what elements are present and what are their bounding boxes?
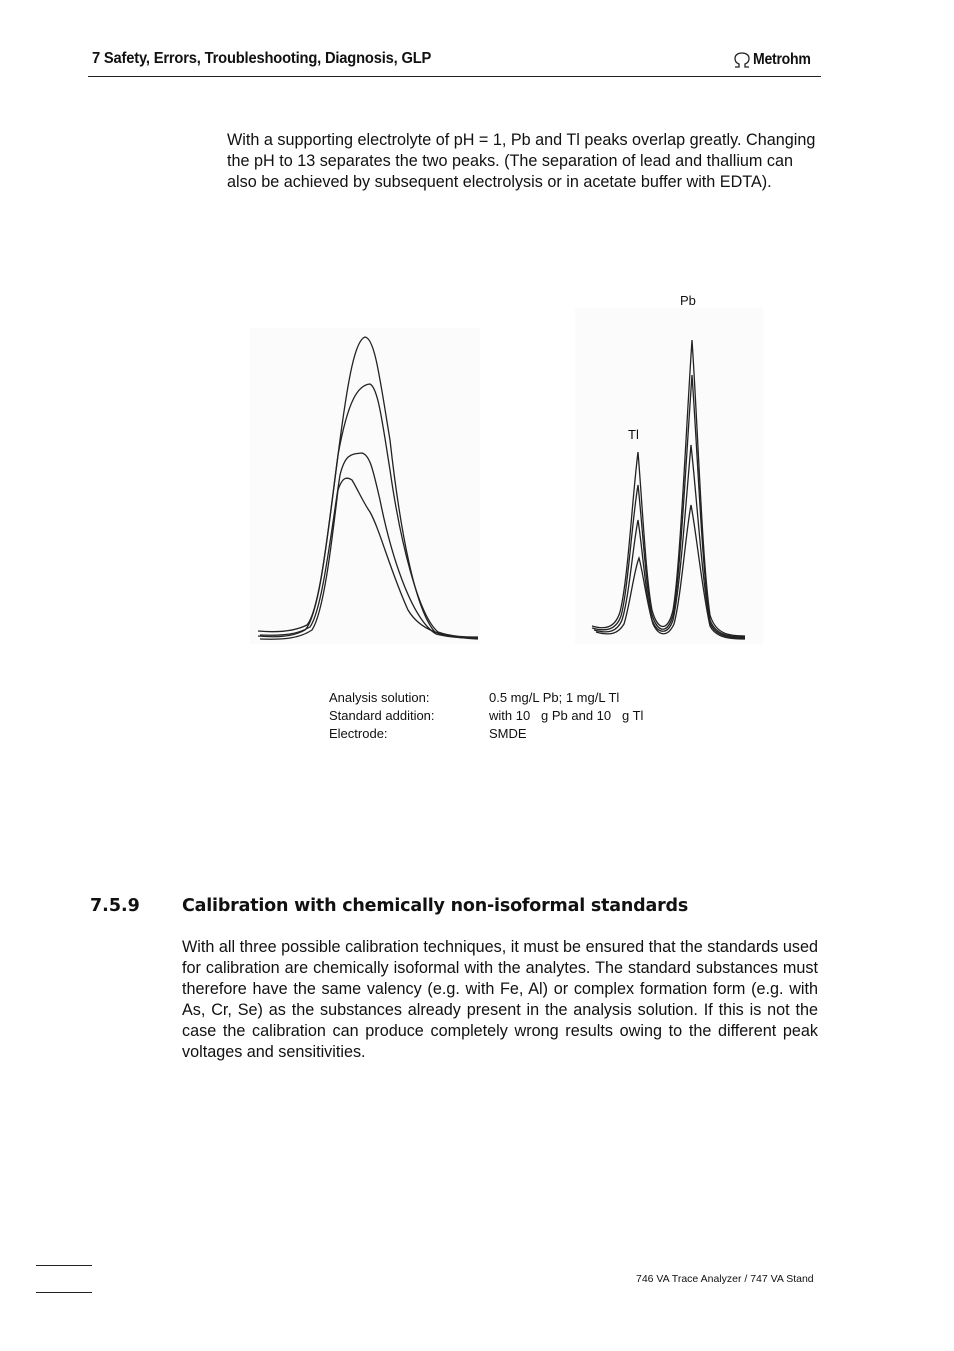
- conditions-row: [329, 689, 643, 707]
- omega-icon: [733, 52, 751, 68]
- footer-text: 746 VA Trace Analyzer / 747 VA Stand: [636, 1273, 814, 1285]
- condition-value: 0.5 mg/L Pb; 1 mg/L Tl: [489, 690, 620, 705]
- intro-paragraph: [227, 130, 827, 193]
- section-title: Calibration with chemically non-isoformal standards: [182, 896, 689, 916]
- conditions-table: [329, 689, 643, 743]
- condition-label: Electrode:: [329, 726, 388, 741]
- logo-text: Metrohm: [753, 51, 811, 68]
- metrohm-logo: [733, 51, 818, 69]
- pb-peak-label: Pb: [680, 293, 696, 308]
- right-plot-background: [575, 308, 763, 644]
- conditions-row: [329, 707, 643, 725]
- header-rule: [88, 76, 821, 77]
- conditions-row: [329, 725, 643, 743]
- voltammogram-figure: [240, 280, 780, 660]
- section-number: 7.5.9: [90, 896, 140, 916]
- section-body-text: With all three possible calibration techniques, it must be ensured that the standards used for calibration are chemically isoformal with the analytes. The standard substances must therefore have the same valency (e.g. with Fe, Al) or complex formation form (e.g. with As, Cr, Se) as the substances already present in the analysis solution. If this is not the case the calibration can produce completely wrong results owing to the different peak voltages and sensitivities.: [182, 938, 818, 1061]
- tl-peak-label: Tl: [628, 427, 639, 442]
- condition-label: Analysis solution:: [329, 690, 430, 705]
- condition-label: Standard addition:: [329, 708, 435, 723]
- left-plot-background: [250, 328, 480, 644]
- intro-text: With a supporting electrolyte of pH = 1, Pb and Tl peaks overlap greatly. Changing the pH to 13 separates the two peaks. (The separation of lead and thallium can also be achieved by subsequent electrolysis or in acetate buffer with EDTA).: [227, 131, 816, 191]
- voltammogram-svg: [240, 280, 780, 660]
- footer-rule-bottom: [36, 1292, 92, 1293]
- condition-value: SMDE: [489, 726, 527, 741]
- condition-value: with 10 g Pb and 10 g Tl: [489, 708, 644, 723]
- section-body: [182, 937, 818, 1062]
- footer-rule-top: [36, 1265, 92, 1266]
- page-header-title: 7 Safety, Errors, Troubleshooting, Diagnosis, GLP: [92, 50, 432, 67]
